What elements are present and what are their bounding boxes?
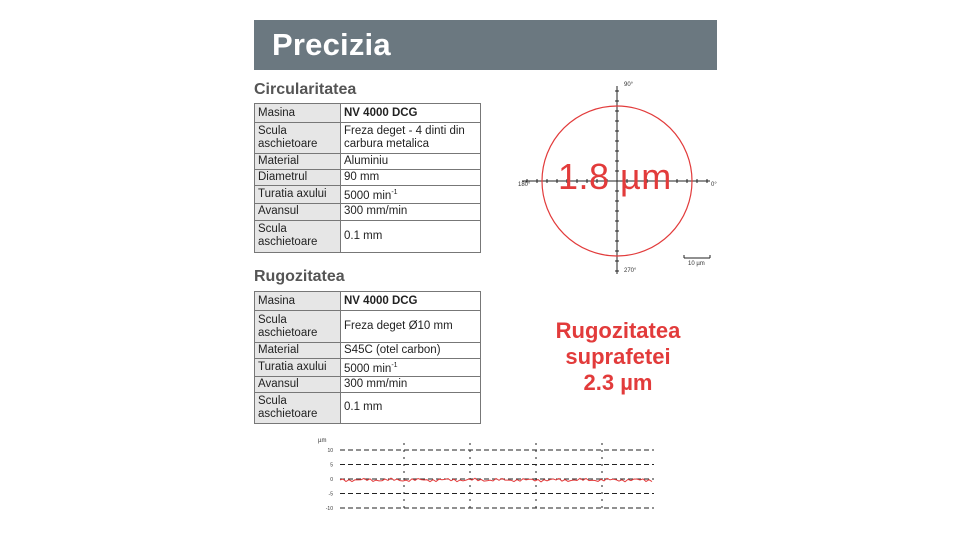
row-value: NV 4000 DCG [341,104,481,123]
row-label: Masina [255,292,341,311]
row-label: Avansul [255,203,341,220]
profile-tick-label: 0 [330,477,333,483]
row-label: Material [255,343,341,359]
table-row [255,186,481,204]
table-row [255,343,481,359]
profile-tick-label: 5 [330,462,333,469]
row-label: Diametrul [255,170,341,186]
circularity-measurement: 1.8 µm [558,156,672,197]
row-label: Scula aschietoare [255,311,341,343]
row-value: 0.1 mm [341,220,481,252]
scale-bar-label: 10 µm [688,261,705,267]
table-row [255,154,481,170]
table-row [255,170,481,186]
row-label: Masina [255,104,341,123]
profile-tick-label: 10 [327,448,333,454]
row-value-text: 5000 min [344,362,392,375]
row-label: Turatia axului [255,186,341,204]
circularity-spec-table [254,103,481,253]
row-value: 300 mm/min [341,203,481,220]
table-row [255,104,481,123]
row-label: Scula aschietoare [255,392,341,423]
row-label: Turatia axului [255,359,341,377]
table-row [255,220,481,252]
row-value-text: 5000 min [344,189,392,202]
roughness-spec-table [254,291,481,424]
angle-label-right: 0° [711,182,717,188]
row-value: Freza deget - 4 dinti din carbura metalica [341,123,481,154]
roughness-result [528,318,708,396]
roughness-result-line: Rugozitatea [555,318,681,343]
row-value: NV 4000 DCG [341,292,481,311]
table-row [255,359,481,377]
row-label: Avansul [255,376,341,392]
profile-grid [326,443,654,512]
row-label: Material [255,154,341,170]
table-row [255,311,481,343]
page-title: Precizia [272,27,391,62]
angle-label-left: 180° [518,182,531,188]
angle-label-bottom: 270° [624,268,637,274]
profile-tick-label: -10 [325,506,333,512]
circularity-section-title: Circularitatea [254,81,357,98]
table-row [255,392,481,423]
row-value: 300 mm/min [341,376,481,392]
table-row [255,123,481,154]
profile-tick-label: -5 [328,491,333,498]
roughness-result-value: 2.3 µm [583,370,653,395]
row-value [341,359,481,377]
roughness-section-title: Rugozitatea [254,268,345,285]
row-value: Freza deget Ø10 mm [341,311,481,343]
row-value [341,186,481,204]
profile-unit-label: µm [318,438,327,444]
roughness-result-line: suprafetei [565,344,671,369]
angle-label-top: 90° [624,82,634,88]
superscript: -1 [391,189,398,196]
table-row [255,203,481,220]
roughness-profile-plot [316,435,661,515]
row-value: 0.1 mm [341,392,481,423]
table-row [255,376,481,392]
row-value: S45C (otel carbon) [341,343,481,359]
row-label: Scula aschietoare [255,123,341,154]
superscript: -1 [391,362,398,369]
row-value: Aluminiu [341,154,481,170]
row-value: 90 mm [341,170,481,186]
row-label: Scula aschietoare [255,220,341,252]
table-row [255,292,481,311]
